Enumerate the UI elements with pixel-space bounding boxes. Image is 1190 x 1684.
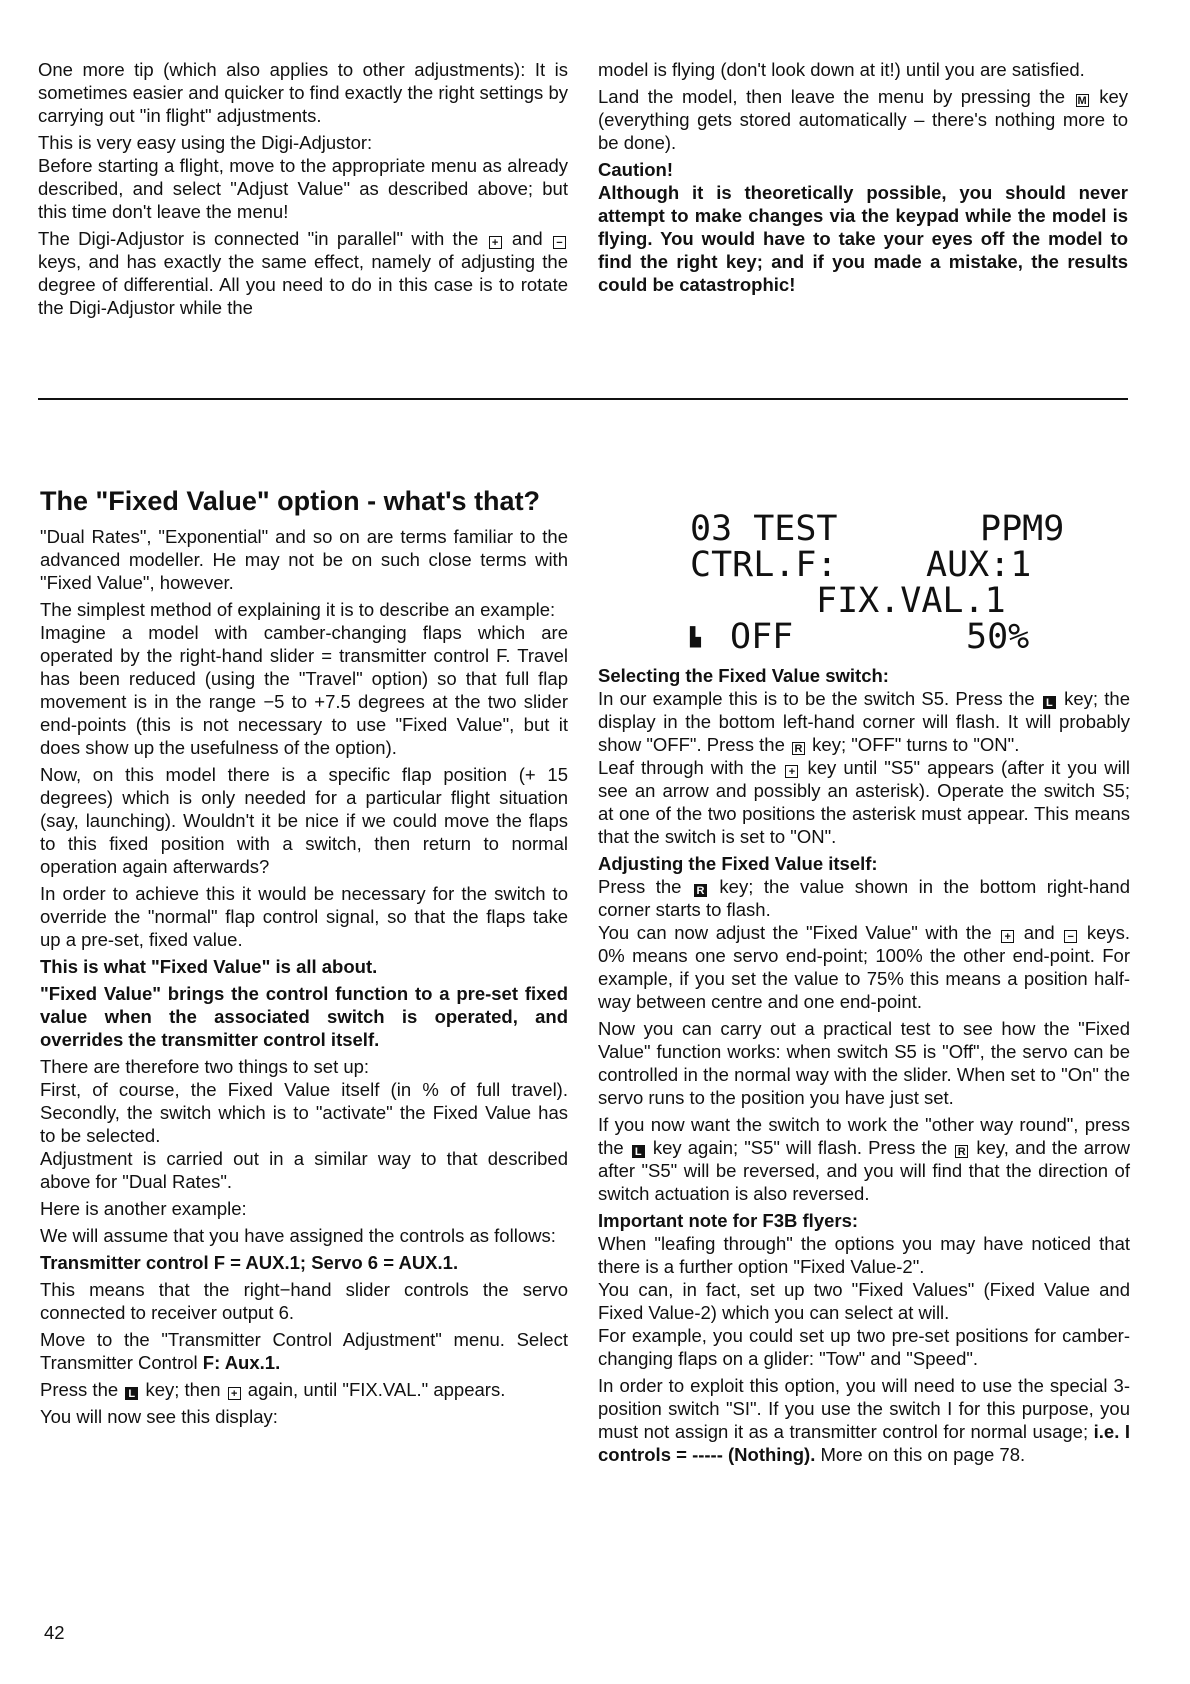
plus-key-icon: + — [489, 236, 502, 249]
text: key; "OFF" turns to "ON". — [812, 734, 1020, 755]
section-heading: The "Fixed Value" option - what's that? — [40, 486, 541, 516]
lcd-line2-right: AUX:1 — [926, 545, 1032, 585]
r-key-icon: R — [955, 1145, 968, 1158]
text: key until "S5" appears (after it you will see an arrow and possibly an asterisk). Operate the switch S5; at one of the two positions the asterisk must appear. This means that the switch is set to "ON". — [598, 757, 1130, 847]
paragraph: The simplest method of explaining it is to describe an example: — [40, 599, 556, 620]
text: Leaf through with the — [598, 757, 777, 778]
plus-key-icon: + — [785, 765, 798, 778]
paragraph: Transmitter control F = AUX.1; Servo 6 = AUX.1. — [40, 1252, 459, 1273]
top-right-column — [598, 58, 1128, 300]
paragraph — [598, 687, 1130, 756]
text: i.e. I controls = ----- — [598, 1421, 1130, 1465]
text: key (everything gets stored automatically – there's nothing more to be done). — [598, 86, 1129, 153]
text: More on this on page 78. — [815, 1444, 1026, 1465]
paragraph: Now you can carry out a practical test to see how the "Fixed Value" function works: when switch S5 is "Off", the servo can be controlled in the normal way with the slider. When set to "On" the servo runs to the position you have just set. — [598, 1018, 1130, 1108]
paragraph: "Fixed Value" brings the control function to a pre-set fixed value when the associated switch is operated, and overrides the transmitter control itself. — [40, 983, 568, 1050]
page-number: 42 — [44, 1622, 65, 1643]
l-key-icon: L — [632, 1145, 645, 1158]
lcd-line1-right: PPM9 — [980, 509, 1065, 549]
text: (Nothing). — [728, 1444, 816, 1465]
subheading: Adjusting the Fixed Value itself: — [598, 853, 878, 874]
paragraph: Now, on this model there is a specific flap position (+ 15 degrees) which is only needed for a particular flight situation (say, launching). Wouldn't it be nice if we could move the flaps to this fixed position with a switch, then return to normal operation again afterwards? — [40, 764, 568, 877]
l-key-icon: L — [1043, 696, 1056, 709]
text: If you now want the switch to work the "other way round", press the — [598, 1114, 1130, 1158]
text: keys. 0% means one servo end-point; 100% the other end-point. For example, if you set the value to 75% this means a position half-way between centre and one end-point. — [598, 922, 1130, 1012]
lcd-display — [690, 509, 1090, 657]
lcd-line1-left: 03 TEST — [690, 509, 838, 549]
paragraph: Imagine a model with camber-changing flaps which are operated by the right-hand slider = transmitter control F. Travel has been reduced (using the "Travel" option) so that full flap movement is in the range −5 to +7.5 degrees at the two slider end-points (this is not necessary to use "Fixed Value", but it does show up the usefulness of the option). — [40, 622, 568, 758]
r-key-icon: R — [792, 742, 805, 755]
switch-icon: ▙ — [690, 627, 701, 648]
minus-key-icon: − — [1064, 930, 1077, 943]
lcd-line4-left: OFF — [730, 617, 794, 657]
paragraph: For example, you could set up two pre-set positions for camber-changing flaps on a glider: "Tow" and "Speed". — [598, 1325, 1130, 1369]
paragraph: "Dual Rates", "Exponential" and so on are terms familiar to the advanced modeller. He may not be on such close terms with "Fixed Value", however. — [40, 526, 568, 593]
text: keys, and has exactly the same effect, namely of adjusting the degree of differential. All you need to do in this case is to rotate the Digi-Adjustor while the — [38, 251, 568, 318]
text: key again; "S5" will flash. Press the — [652, 1137, 948, 1158]
divider — [38, 398, 1128, 400]
text: key, and the arrow after "S5" will be reversed, and you will find that the direction of switch actuation is also reversed. — [598, 1137, 1130, 1204]
text: and — [511, 228, 543, 249]
bottom-right-column — [598, 664, 1130, 1470]
paragraph: Adjustment is carried out in a similar way to that described above for "Dual Rates". — [40, 1148, 568, 1192]
plus-key-icon: + — [228, 1387, 241, 1400]
r-key-icon: R — [694, 884, 707, 897]
paragraph: Before starting a flight, move to the appropriate menu as already described, and select "Adjust Value" as described above; but this time don't leave the menu! — [38, 155, 568, 222]
paragraph — [40, 1328, 568, 1374]
paragraph — [598, 756, 1130, 848]
paragraph — [598, 875, 1130, 921]
paragraph — [598, 1113, 1130, 1205]
text: Move to the "Transmitter Control Adjustment" menu. Select Transmitter Control — [40, 1329, 568, 1373]
plus-key-icon: + — [1001, 930, 1014, 943]
paragraph: This is what "Fixed Value" is all about. — [40, 956, 378, 977]
minus-key-icon: − — [553, 236, 566, 249]
paragraph: This is very easy using the Digi-Adjustor: — [38, 132, 373, 153]
text: key; the display in the bottom left-hand corner will flash. It will probably show "OFF". Press the — [598, 688, 1130, 755]
paragraph: model is flying (don't look down at it!) until you are satisfied. — [598, 59, 1085, 80]
paragraph: When "leafing through" the options you may have noticed that there is a further option "Fixed Value-2". — [598, 1233, 1130, 1277]
bottom-left-column — [40, 486, 568, 1432]
text: In order to exploit this option, you will need to use the special 3-position switch "SI". If you use the switch I for this purpose, you must not assign it as a transmitter control for normal usage; — [598, 1375, 1130, 1442]
subheading: Important note for F3B flyers: — [598, 1210, 859, 1231]
paragraph: You can, in fact, set up two "Fixed Values" (Fixed Value and Fixed Value-2) which you can select at will. — [598, 1279, 1130, 1323]
caution-text: Although it is theoretically possible, you should never attempt to make changes via the keypad while the model is flying. You would have to take your eyes off the model to find the right key; and if you made a mistake, the results could be catastrophic! — [598, 182, 1128, 295]
caution-title: Caution! — [598, 159, 674, 180]
paragraph: In order to achieve this it would be necessary for the switch to override the "normal" flap control signal, so that the flaps take up a pre-set, fixed value. — [40, 883, 568, 950]
paragraph — [38, 227, 568, 319]
paragraph: First, of course, the Fixed Value itself (in % of full travel). Secondly, the switch which is to "activate" the Fixed Value has to be selected. — [40, 1079, 568, 1146]
paragraph: We will assume that you have assigned the controls as follows: — [40, 1225, 556, 1246]
lcd-line3: FIX.VAL.1 — [816, 581, 1006, 621]
text: key; the value shown in the bottom right-hand corner starts to flash. — [598, 876, 1131, 920]
text: The Digi-Adjustor is connected "in parallel" with the — [38, 228, 479, 249]
text: F: Aux.1. — [202, 1352, 281, 1373]
text: key; then — [145, 1379, 221, 1400]
text: and — [1023, 922, 1055, 943]
lcd-line4-right: 50% — [966, 617, 1030, 657]
paragraph — [598, 921, 1130, 1013]
paragraph: Here is another example: — [40, 1198, 247, 1219]
lcd-line2-left: CTRL.F: — [690, 545, 838, 585]
paragraph — [598, 1374, 1130, 1466]
paragraph: There are therefore two things to set up: — [40, 1056, 370, 1077]
paragraph — [40, 1378, 568, 1401]
m-key-icon: M — [1077, 95, 1087, 107]
paragraph — [598, 85, 1128, 154]
text: You can now adjust the "Fixed Value" with the — [598, 922, 992, 943]
paragraph: This means that the right−hand slider controls the servo connected to receiver output 6. — [40, 1279, 568, 1323]
text: again, until "FIX.VAL." appears. — [247, 1379, 506, 1400]
text: Land the model, then leave the menu by pressing the — [598, 86, 1066, 107]
subheading: Selecting the Fixed Value switch: — [598, 665, 889, 686]
text: Press the — [598, 876, 682, 897]
text: Press the — [40, 1379, 119, 1400]
l-key-icon: L — [125, 1387, 138, 1400]
text: In our example this is to be the switch S5. Press the — [598, 688, 1035, 709]
paragraph: One more tip (which also applies to other adjustments): It is sometimes easier and quicker to find exactly the right settings by carrying out "in flight" adjustments. — [38, 59, 568, 126]
top-left-column — [38, 58, 568, 323]
paragraph: You will now see this display: — [40, 1406, 278, 1427]
